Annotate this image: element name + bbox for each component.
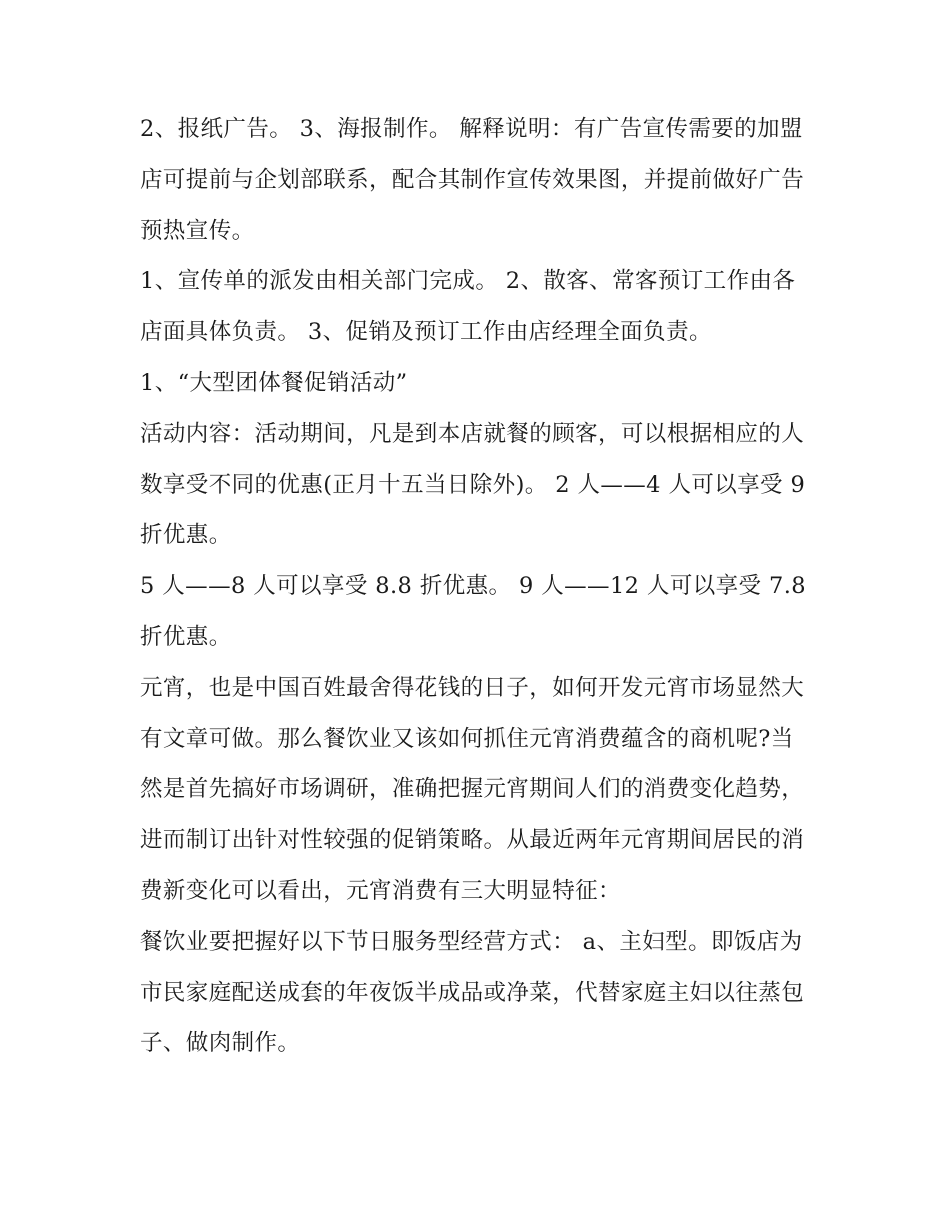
paragraph-discount-tiers: 5 人——8 人可以享受 8.8 折优惠。 9 人——12 人可以享受 7.8 折优惠。 xyxy=(140,573,806,650)
document-page xyxy=(140,104,816,1069)
paragraph-group-meal-heading: 1、“大型团体餐促销活动” xyxy=(140,369,408,396)
paragraph-activity-content: 活动内容：活动期间，凡是到本店就餐的顾客，可以根据相应的人数享受不同的优惠(正月十五当日除外)。 2 人——4 人可以享受 9 折优惠。 xyxy=(140,420,806,549)
paragraph-service-modes: 餐饮业要把握好以下节日服务型经营方式： a、主妇型。即饭店为市民家庭配送成套的年夜饭半成品或净菜，代替家庭主妇以往蒸包子、做肉制作。 xyxy=(140,928,805,1057)
paragraph-lantern-market: 元宵，也是中国百姓最舍得花钱的日子，如何开发元宵市场显然大有文章可做。那么餐饮业又该如何抓住元宵消费蕴含的商机呢?当然是首先搞好市场调研，准确把握元宵期间人们的消费变化趋势，进而制订出针对性较强的促销策略。从最近两年元宵期间居民的消费新变化可以看出，元宵消费有三大明显特征： xyxy=(140,674,805,904)
paragraph-responsibilities: 1、宣传单的派发由相关部门完成。 2、散客、常客预订工作由各店面具体负责。 3、促销及预订工作由店经理全面负责。 xyxy=(140,268,796,346)
paragraph-advertising: 2、报纸广告。 3、海报制作。 解释说明：有广告宣传需要的加盟店可提前与企划部联系，配合其制作宣传效果图，并提前做好广告预热宣传。 xyxy=(140,116,805,244)
